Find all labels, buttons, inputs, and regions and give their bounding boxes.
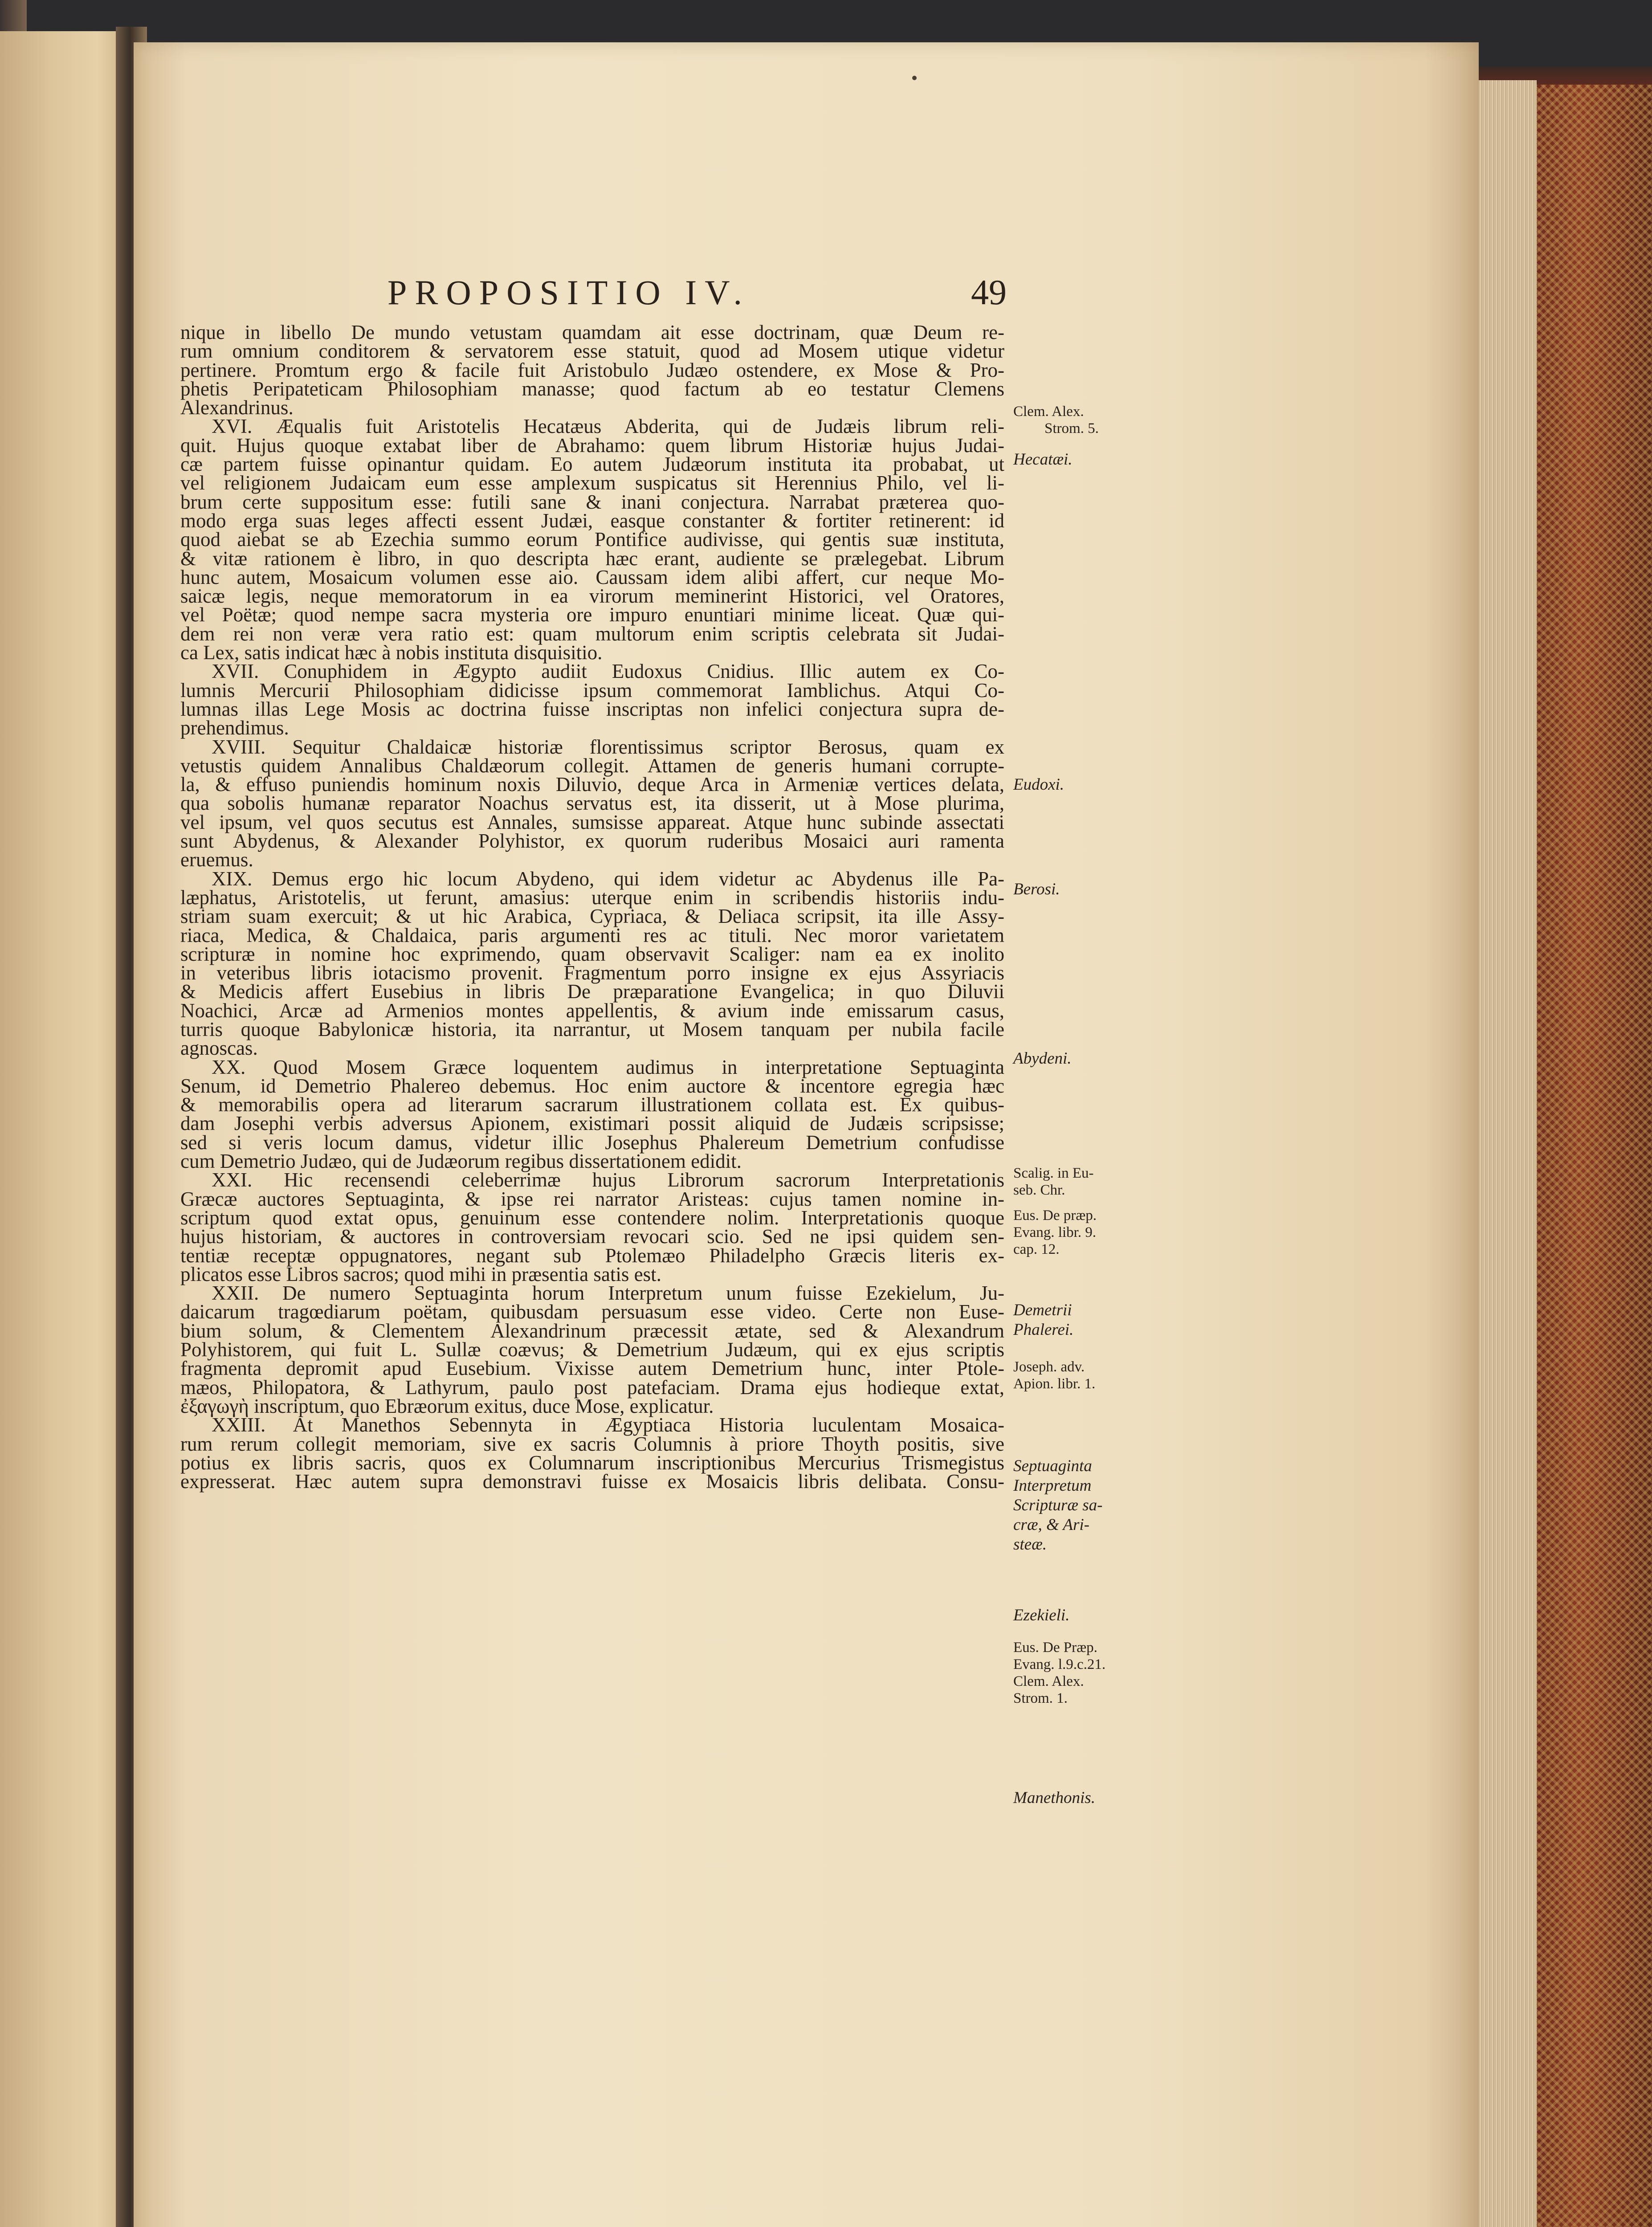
text-line: dam Josephi verbis adversus Apionem, existimari possit aliquid de Judæis scripsisse;: [180, 1112, 1004, 1135]
margin-note-line: Clem. Alex.: [1013, 404, 1084, 420]
text-line: phetis Peripateticam Philosophiam manasse; quod factum ab eo testatur Clemens: [180, 377, 1004, 400]
margin-note-line: Clem. Alex.: [1013, 1673, 1084, 1689]
margin-note-ezekieli: Ezekieli.: [1013, 1606, 1070, 1624]
margin-note-eudoxi: Eudoxi.: [1013, 775, 1065, 794]
margin-note-ezekiel-refs: [1013, 1639, 1105, 1707]
text-line: XX. Quod Mosem Græce loquentem audimus in interpretatione Septuaginta: [212, 1056, 1004, 1078]
text-line: eruemus.: [180, 848, 253, 871]
margin-note-line: Scalig. in Eu-: [1013, 1165, 1094, 1181]
text-line: in veteribus libris iotacismo provenit. Fragmentum porro insigne ex ejus Assyriacis: [180, 962, 1004, 984]
text-line: tentiæ receptæ oppugnatores, negant sub Ptolemæo Philadelpho Græcis literis ex-: [180, 1244, 1004, 1267]
text-line: Græcæ auctores Septuaginta, & ipse rei narrator Aristeas: cujus tamen nomine in-: [180, 1187, 1004, 1210]
page-edges: [1470, 80, 1537, 2227]
text-line: lumnas illas Lege Mosis ac doctrina fuisse inscriptas non infelici conjectura supra de-: [180, 697, 1004, 720]
text-line: daicarum tragœdiarum poëtam, quibusdam persuasum esse video. Certe non Euse-: [180, 1301, 1004, 1323]
text-line: & memorabilis opera ad literarum sacrarum illustrationem collata est. Ex quibus-: [180, 1093, 1004, 1116]
text-line: sunt Abydenus, & Alexander Polyhistor, ex quorum ruderibus Mosaici auri ramenta: [180, 830, 1004, 852]
text-line: bium solum, & Clementem Alexandrinum præcessit ætate, sed & Alexandrum: [180, 1319, 1004, 1342]
text-line: fragmenta depromit apud Eusebium. Vixisse autem Demetrium hunc, inter Ptole-: [180, 1357, 1004, 1380]
text-line: XVII. Conuphidem in Ægypto audiit Eudoxus Cnidius. Illic autem ex Co-: [212, 660, 1004, 683]
text-line: vel Poëtæ; quod nempe sacra mysteria ore impuro enuntiari minime liceat. Quæ qui-: [180, 604, 1004, 626]
margin-note-line: Joseph. adv.: [1013, 1359, 1085, 1375]
text-line: vetustis quidem Annalibus Chaldæorum collegit. Attamen de generis humani corrupte-: [180, 754, 1004, 777]
margin-note-line: Scripturæ sa-: [1013, 1496, 1103, 1514]
text-line: XXI. Hic recensendi celeberrimæ hujus Librorum sacrorum Interpretationis: [212, 1169, 1004, 1191]
text-line: ca Lex, satis indicat hæc à nobis instituta disquisitio.: [180, 641, 603, 664]
margin-note-line: Septuaginta: [1013, 1457, 1092, 1475]
margin-note-demetrii: [1013, 1301, 1073, 1340]
text-line: rum rerum collegit memoriam, sive ex sacris Columnis à priore Thoyth positis, sive: [180, 1432, 1004, 1455]
text-line: cum Demetrio Judæo, qui de Judæorum regibus dissertationem edidit.: [180, 1150, 742, 1173]
margin-note-line: seb. Chr.: [1013, 1182, 1065, 1198]
text-line: læphatus, Aristotelis, ut ferunt, amasius: uterque enim in scribendis historiis indu-: [180, 886, 1004, 909]
text-line: expresserat. Hæc autem supra demonstravi fuisse ex Mosaicis libris delibata. Consu-: [180, 1470, 1004, 1493]
page-number: 49: [971, 273, 1007, 312]
text-line: riaca, Medica, & Chaldaica, paris argumenti res ac tituli. Nec moror varietatem: [180, 924, 1004, 946]
margin-note-line: cap. 12.: [1013, 1241, 1060, 1257]
text-line: la, & effuso puniendis hominum noxis Diluvio, deque Arca in Armeniæ vertices delata,: [180, 773, 1004, 796]
margin-note-josephus: [1013, 1358, 1095, 1392]
margin-note-line: Eus. De Præp.: [1013, 1640, 1097, 1656]
text-line: quit. Hujus quoque extabat liber de Abrahamo: quem librum Historiæ hujus Judai-: [180, 434, 1004, 457]
text-line: rum omnium conditorem & servatorem esse statuit, quod ad Mosem utique videtur: [180, 340, 1004, 363]
ink-dot: [912, 76, 917, 80]
text-line: Noachici, Arcæ ad Armenios montes appellentis, & avium inde emissarum casus,: [180, 999, 1004, 1022]
margin-note-hecataei: Hecatæi.: [1013, 450, 1073, 469]
text-line: dem rei non veræ vera ratio est: quam multorum enim scriptis celebrata sit Judai-: [180, 622, 1004, 645]
text-line: agnoscas.: [180, 1037, 258, 1060]
text-line: Polyhistorem, qui fuit L. Sullæ coævus; & Demetrium Judæum, qui ex ejus scriptis: [180, 1338, 1004, 1361]
text-line: hujus historiam, & auctores in controversiam revocari scio. Sed ne ipsi quidem sen-: [180, 1225, 1004, 1248]
text-line: XIX. Demus ergo hic locum Abydeno, qui idem videtur ac Abydenus ille Pa-: [212, 867, 1004, 890]
margin-note-manethonis: Manethonis.: [1013, 1789, 1095, 1807]
text-line: Alexandrinus.: [180, 396, 294, 419]
margin-note-line: Strom. 5.: [1044, 420, 1099, 436]
text-line: scriptum quod extat opus, genuinum esse contendere nolim. Interpretationis quoque: [180, 1206, 1004, 1229]
text-line: XXIII. At Manethos Sebennyta in Ægyptiaca Historia luculentam Mosaica-: [212, 1414, 1004, 1436]
margin-note-line: Interpretum: [1013, 1477, 1092, 1495]
margin-note-line: Apion. libr. 1.: [1013, 1376, 1096, 1392]
text-line: saicæ legis, neque memoratorum in ea virorum meminerint Historici, vel Oratores,: [180, 585, 1004, 608]
margin-note-eusebius: [1013, 1207, 1097, 1258]
text-line: modo erga suas leges affecti essent Judæi, easque constanter & fortiter retinerent: id: [180, 509, 1004, 532]
text-line: pertinere. Promtum ergo & facile fuit Aristobulo Judæo ostendere, ex Mose & Pro-: [180, 359, 1004, 381]
running-header: PROPOSITIO IV.: [388, 273, 750, 312]
margin-note-line: Strom. 1.: [1013, 1690, 1068, 1706]
margin-note-scaliger: [1013, 1165, 1094, 1199]
text-line: & vitæ rationem è libro, in quo descripta hæc erant, audiente se prælegebat. Librum: [180, 547, 1004, 570]
text-line: mæos, Philopatora, & Lathyrum, paulo post patefaciam. Drama ejus hodieque extat,: [180, 1376, 1004, 1399]
margin-note-line: Eus. De præp.: [1013, 1207, 1097, 1224]
margin-note-berosi: Berosi.: [1013, 880, 1060, 898]
text-line: qua sobolis humanæ reparator Noachus servatus est, ita disserit, ut à Mose plurima,: [180, 792, 1004, 815]
text-line: XXII. De numero Septuaginta horum Interpretum unum fuisse Ezekielum, Ju-: [212, 1282, 1004, 1305]
body-text: [180, 323, 1004, 1491]
text-line: ἐξαγωγὴ inscriptum, quo Ebræorum exitus, duce Mose, explicatur.: [180, 1395, 714, 1417]
text-line: quod aiebat se ab Ezechia summo eorum Pontifice audivisse, qui gentis suæ instituta,: [180, 528, 1004, 551]
text-line: XVI. Æqualis fuit Aristotelis Hecatæus Abderita, qui de Judæis librum reli-: [212, 415, 1004, 438]
margin-note-line: Phalerei.: [1013, 1321, 1074, 1339]
text-line: turris quoque Babylonicæ historia, ita narrantur, ut Mosem tanquam per nubila facile: [180, 1018, 1004, 1040]
text-line: sed si veris locum damus, videtur illic Josephus Phalereum Demetrium confudisse: [180, 1131, 1004, 1154]
margin-note-line: cræ, & Ari-: [1013, 1516, 1089, 1534]
margin-note-line: Evang. l.9.c.21.: [1013, 1656, 1106, 1672]
left-page: [0, 31, 129, 2227]
text-line: brum certe suppositum esse: futili sane & inani conjectura. Narrabat præterea quo-: [180, 490, 1004, 513]
text-line: striam suam exercuit; & ut hic Arabica, Cypriaca, & Deliaca scripsit, ita ille Assy-: [180, 905, 1004, 928]
text-line: vel religionem Judaicam eum esse amplexum suspicatus sit Herennius Philo, vel li-: [180, 472, 1004, 494]
text-line: lumnis Mercurii Philosophiam didicisse ipsum commemorat Iamblichus. Atqui Co-: [180, 679, 1004, 702]
text-line: potius ex libris sacris, quos ex Columnarum inscriptionibus Mercurius Trismegistus: [180, 1451, 1004, 1474]
margin-note-abydeni: Abydeni.: [1013, 1049, 1072, 1068]
margin-note-clem-alex: [1013, 403, 1099, 437]
text-line: vel ipsum, vel quos secutus est Annales, sumsisse appareat. Atque hunc subinde assectati: [180, 811, 1004, 833]
text-line: nique in libello De mundo vetustam quamdam ait esse doctrinam, quæ Deum re-: [180, 321, 1004, 343]
text-line: plicatos esse Libros sacros; quod mihi in præsentia satis est.: [180, 1263, 661, 1285]
text-line: Senum, id Demetrio Phalereo debemus. Hoc enim auctore & incentore egregia hæc: [180, 1074, 1004, 1097]
text-line: cæ partem fuisse opinantur quidam. Eo autem Judæorum instituta ita probabat, ut: [180, 453, 1004, 476]
margin-note-septuaginta: [1013, 1456, 1102, 1554]
text-line: & Medicis affert Eusebius in libris De præparatione Evangelica; in quo Diluvii: [180, 980, 1004, 1003]
book-cover-spine: [1532, 85, 1652, 2227]
text-line: prehendimus.: [180, 717, 289, 739]
margin-note-line: Evang. libr. 9.: [1013, 1224, 1097, 1240]
text-line: scripturæ in nomine hoc exprimendo, quam observavit Scaliger: nam ea ex inolito: [180, 942, 1004, 965]
text-line: hunc autem, Mosaicum volumen esse aio. Caussam idem alibi affert, cur neque Mo-: [180, 566, 1004, 588]
margin-note-line: Demetrii: [1013, 1301, 1072, 1319]
text-line: XVIII. Sequitur Chaldaicæ historiæ florentissimus scriptor Berosus, quam ex: [212, 735, 1004, 758]
margin-note-line: steæ.: [1013, 1535, 1047, 1554]
